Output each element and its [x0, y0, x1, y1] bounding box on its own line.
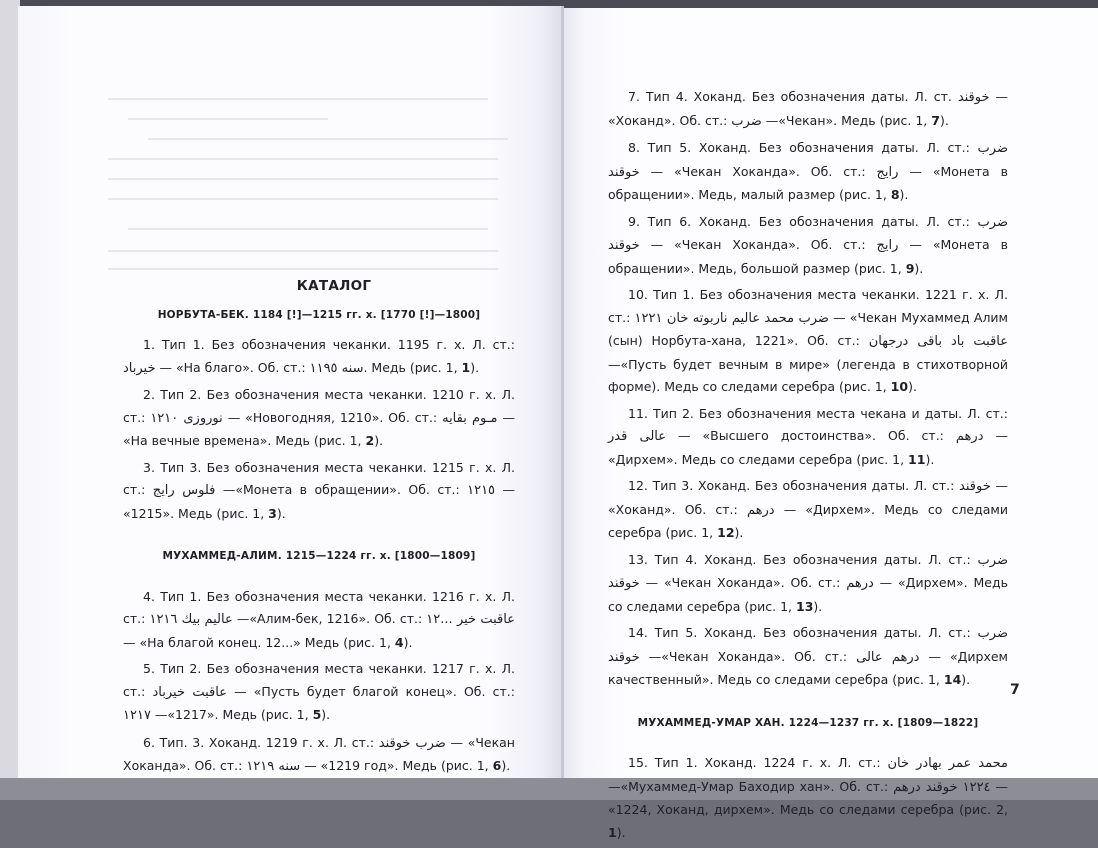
entry-translation: — «На благо». Об. ст.: — [155, 359, 310, 375]
figure-number: 12 — [717, 525, 735, 540]
figure-number: 1 — [461, 359, 471, 375]
entry-translation: — «Высшего достоинства». Об. ст.: — [666, 428, 956, 443]
entry-heading: 12. Тип 3. Хоканд. Без обозначения даты. Л. ст.: — [628, 478, 960, 493]
catalog-entry-7 — [608, 86, 1008, 133]
entry-translation: —«Алим-бек, 1216». Об. ст.: — [232, 611, 427, 626]
show-through-text — [108, 198, 498, 200]
catalog-entry-2 — [123, 384, 515, 453]
arabic-legend-reverse: سنه ١٢١٩ — [246, 759, 301, 774]
entry-end: ). — [961, 672, 971, 687]
arabic-legend-reverse: درهم — [955, 429, 984, 444]
arabic-legend-obverse: عاقبت خيرباد — [152, 684, 227, 700]
show-through-text — [108, 178, 498, 180]
arabic-legend-reverse: عاقبت خير ...١٢ — [426, 612, 515, 627]
entry-translation: — «Чекан Хоканда». Об. ст.: — [639, 575, 847, 590]
arabic-legend-obverse: خيرباد — [123, 360, 156, 376]
entry-heading: 4. Тип 1. Без обозначения места чеканки. 1216 г. х. Л. ст.: — [123, 588, 515, 626]
entry-description: — «Дирхем». Медь со следами серебра (рис. 1, — [608, 501, 1008, 540]
entry-heading: 1. Тип 1. Без обозначения чеканки. 1195 г. х. Л. ст.: — [143, 337, 515, 352]
entry-translation: — «Хоканд». Об. ст.: — [608, 89, 1008, 128]
catalog-entry-11 — [608, 403, 1008, 472]
show-through-text — [108, 250, 498, 252]
entry-end: ). — [908, 379, 917, 394]
entry-heading: 3. Тип 3. Без обозначения места чеканки. 1215 г. х. Л. ст.: — [123, 459, 515, 497]
arabic-legend-obverse: محمد عمر بهادر خان — [887, 756, 1009, 771]
figure-number: 2 — [365, 433, 375, 448]
arabic-legend-obverse: خوقند — [957, 90, 990, 105]
section-heading-norbuta: НОРБУТА-БЕК. 1184 [!]—1215 гг. х. [1770 [!]—1800] — [157, 308, 481, 321]
show-through-text — [108, 268, 498, 270]
entry-translation: — «Чекан Хоканда». Об. ст.: — [639, 237, 877, 252]
catalog-entry-3 — [123, 457, 515, 526]
entry-translation: — «Новогодняя, 1210». Об. ст.: — [222, 409, 443, 425]
entry-heading: 6. Тип. 3. Хоканд. 1219 г. х. Л. ст.: — [143, 734, 379, 750]
arabic-legend-obverse: ضرب خوقند — [608, 552, 1008, 591]
page-number: 7 — [1010, 682, 1020, 698]
entry-description: . Медь (рис. 1, — [363, 359, 462, 375]
catalog-entry-15 — [608, 752, 1008, 844]
arabic-legend-obverse: عالى قدر — [608, 429, 666, 444]
entry-end: ). — [813, 598, 823, 614]
catalog-entry-6 — [123, 732, 515, 779]
figure-number: 10 — [890, 379, 909, 394]
figure-number: 1 — [608, 824, 617, 840]
entry-heading: 7. Тип 4. Хоканд. Без обозначения даты. Л. ст. — [628, 89, 958, 104]
arabic-legend-reverse: سنه ١١٩٥ — [309, 360, 364, 376]
entry-translation: — «Пусть будет благой конец». Об. ст.: — [226, 683, 515, 699]
entry-end: ). — [276, 505, 286, 521]
catalog-entry-12 — [608, 475, 1008, 545]
catalog-entry-5 — [123, 658, 515, 728]
entry-heading: 13. Тип 4. Хоканд. Без обозначения даты. Л. ст.: — [628, 551, 971, 567]
arabic-legend-obverse: نوروزى ١٢١٠ — [150, 410, 223, 426]
entry-end: ). — [321, 707, 331, 722]
arabic-legend-obverse: فلوس رايج — [152, 483, 216, 498]
show-through-text — [108, 98, 488, 100]
entry-description: — «Дирхем». Медь со следами серебра (рис. 1, — [608, 575, 1009, 614]
figure-number: 11 — [908, 451, 926, 467]
entry-heading: 11. Тип 2. Без обозначения места чекана и даты. Л. ст.: — [628, 405, 1008, 421]
entry-description: —«Чекан». Медь (рис. 1, — [761, 112, 932, 128]
figure-number: 3 — [268, 505, 277, 521]
book-spine — [561, 6, 564, 778]
arabic-legend-obverse: ضرب خوقند — [608, 214, 1008, 253]
entry-description: — «1215». Медь (рис. 1, — [123, 482, 515, 521]
entry-translation: — «Чекан Хоканда». Об. ст.: — [639, 163, 877, 179]
entry-translation: — «Хоканд». Об. ст.: — [608, 478, 1008, 517]
entry-description: — «Дирхем качественный». Медь со следами серебра (рис. 1, — [608, 648, 1008, 687]
entry-translation: —«Монета в обращении». Об. ст.: — [215, 482, 468, 497]
entry-heading: 9. Тип 6. Хоканд. Без обозначения даты. Л. ст.: — [628, 213, 970, 229]
section-heading-muhammad-alim: МУХАММЕД-АЛИМ. 1215—1224 гг. х. [1800—1809] — [162, 550, 476, 562]
arabic-legend-reverse: ١٢١٧ — [123, 708, 151, 723]
entry-end: ). — [403, 634, 413, 650]
entry-translation: — «Чекан Мухаммед Алим (сын) Норбута-хана, 1221». Об. ст.: — [608, 309, 1008, 348]
book-edge — [0, 0, 20, 800]
entry-end: ). — [374, 433, 384, 448]
show-through-text — [128, 118, 328, 120]
arabic-legend-reverse: رايج — [876, 238, 899, 253]
arabic-legend-reverse: درهم عالى — [856, 649, 920, 665]
catalog-entry-8 — [608, 137, 1008, 207]
entry-description: — «На вечные времена». Медь (рис. 1, — [123, 409, 515, 448]
figure-number: 6 — [492, 758, 502, 773]
arabic-legend-obverse: ضرب خوقند — [378, 735, 446, 751]
arabic-legend-reverse: رايج — [876, 164, 899, 180]
right-page-text — [608, 86, 1008, 848]
arabic-legend-reverse: ١٢٢٤ خوقند درهم — [893, 779, 991, 795]
figure-number: 14 — [943, 672, 962, 687]
entry-heading: 8. Тип 5. Хоканд. Без обозначения даты. Л. ст.: — [628, 140, 970, 155]
catalog-entry-14 — [608, 622, 1008, 692]
arabic-legend-reverse: ضرب — [731, 113, 762, 129]
figure-number: 9 — [905, 260, 915, 276]
catalog-title: КАТАЛОГ — [296, 278, 372, 294]
entry-description: — «1219 год». Медь (рис. 1, — [300, 758, 493, 773]
arabic-legend-reverse: درهم — [746, 502, 775, 518]
arabic-legend-obverse: ضرب محمد عاليم ناربوته خان ١٢٢١ — [634, 310, 829, 326]
arabic-legend-reverse: درهم — [846, 576, 874, 591]
catalog-entry-13 — [608, 549, 1008, 619]
entry-heading: 14. Тип 5. Хоканд. Без обозначения даты. Л. ст.: — [628, 625, 971, 640]
entry-translation: —«Мухаммед-Умар Баходир хан». Об. ст.: — [608, 778, 894, 794]
entry-description: — «1224, Хоканд, дирхем». Медь со следами серебра (рис. 2, — [608, 778, 1008, 817]
entry-description: — «На благой конец. 12...» Медь (рис. 1, — [123, 634, 395, 650]
arabic-legend-reverse: ١٢١٥ — [467, 483, 496, 498]
figure-number: 13 — [796, 598, 814, 614]
catalog-entry-4 — [123, 586, 515, 655]
entry-description: —«Пусть будет вечным в мире» (легенда в стихотворной форме). Медь со следами серебра (рис. 1, — [608, 356, 1008, 394]
arabic-legend-obverse: ضرب خوقند — [608, 626, 1008, 665]
entry-heading: 5. Тип 2. Без обозначения места чеканки. 1217 г. х. Л. ст.: — [123, 661, 515, 699]
entry-heading: 15. Тип 1. Хоканд. 1224 г. х. Л. ст.: — [628, 755, 888, 770]
catalog-entry-9 — [608, 211, 1008, 281]
entry-heading: 2. Тип 2. Без обозначения места чеканки. 1210 г. х. Л. ст.: — [123, 387, 515, 425]
catalog-entry-10 — [608, 284, 1008, 399]
figure-number: 7 — [931, 112, 940, 128]
entry-heading: 10. Тип 1. Без обозначения места чеканки. 1221 г. х. Л. ст.: — [608, 287, 1008, 325]
entry-description: — «Дирхем». Медь со следами серебра (рис. 1, — [608, 428, 1008, 467]
arabic-legend-obverse: عاليم بيك ١٢١٦ — [149, 612, 233, 627]
show-through-text — [128, 228, 488, 230]
entry-end: ). — [939, 112, 949, 128]
entry-end: ). — [914, 260, 924, 276]
arabic-legend-obverse: خوقند — [959, 479, 991, 494]
entry-translation: —«Чекан Хоканда». Об. ст.: — [639, 648, 857, 664]
figure-number: 4 — [394, 634, 404, 650]
entry-end: ). — [470, 359, 480, 375]
entry-end: ). — [616, 824, 626, 840]
arabic-legend-reverse: عاقبت باد باقى درجهان — [868, 334, 1008, 349]
entry-translation: — «Чекан Хоканда». Об. ст.: — [123, 734, 515, 773]
entry-end: ). — [899, 187, 909, 202]
figure-number: 5 — [312, 707, 322, 722]
entry-description: — «Монета в обращении». Медь, большой размер (рис. 1, — [608, 237, 1009, 276]
show-through-text — [108, 158, 498, 160]
arabic-legend-obverse: ضرب خوقند — [608, 141, 1008, 180]
left-page-text — [123, 275, 515, 783]
entry-end: ). — [734, 525, 744, 540]
entry-description: — «Монета в обращении». Медь, малый размер (рис. 1, — [608, 163, 1009, 202]
entry-end: ). — [501, 758, 511, 773]
catalog-entry-1 — [123, 334, 515, 380]
figure-number: 8 — [890, 187, 900, 202]
entry-end: ). — [925, 451, 935, 467]
section-heading-muhammad-umar: МУХАММЕД-УМАР ХАН. 1224—1237 гг. х. [1809—1822] — [637, 716, 979, 729]
show-through-text — [148, 138, 508, 140]
arabic-legend-reverse: مـوم بقايه — [442, 410, 498, 426]
entry-description: —«1217». Медь (рис. 1, — [150, 707, 313, 722]
